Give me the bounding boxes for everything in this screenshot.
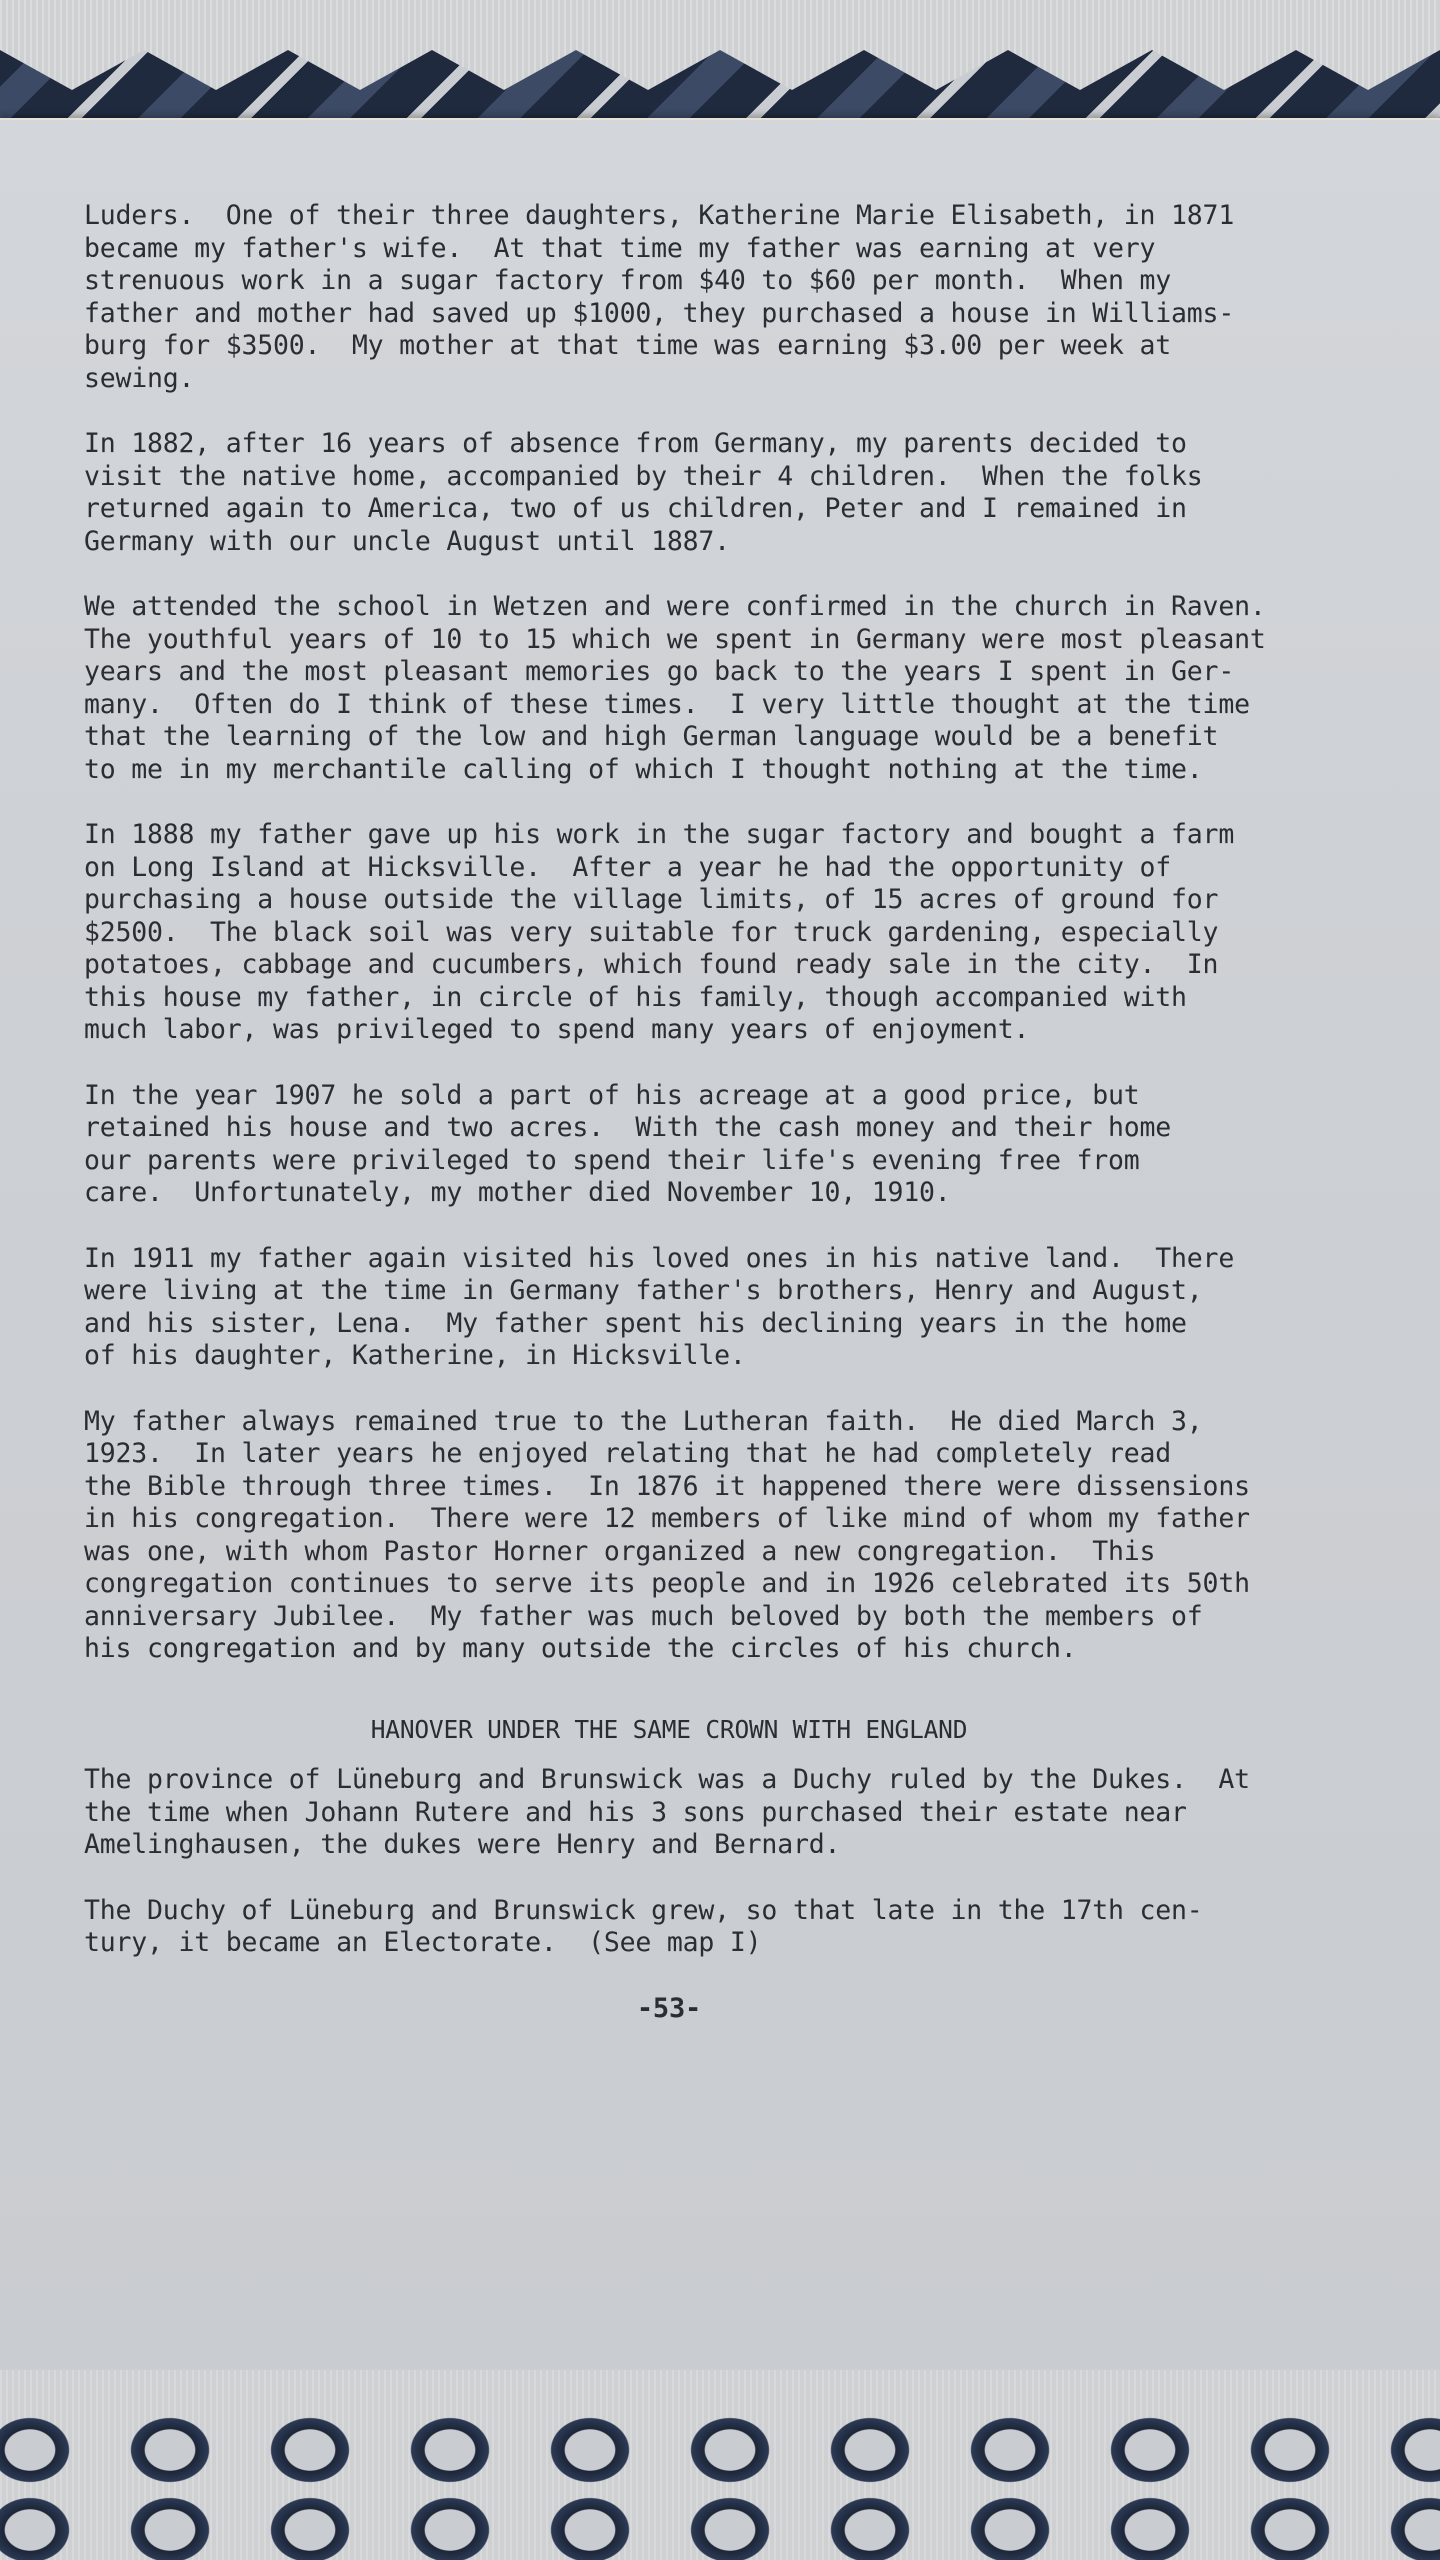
fabric-pattern-bottom	[0, 2390, 1440, 2560]
text-line: In 1911 my father again visited his loved ones in his native land. There	[84, 1242, 1235, 1274]
text-line: sewing.	[84, 362, 195, 394]
paragraph	[84, 1080, 1374, 1210]
text-line: We attended the school in Wetzen and were confirmed in the church in Raven.	[84, 591, 1266, 622]
text-line: this house my father, in circle of his family, though accompanied with	[84, 981, 1187, 1013]
text-line: burg for $3500. My mother at that time was earning $3.00 per week at	[84, 330, 1172, 361]
paragraph	[84, 591, 1374, 786]
paragraph	[84, 200, 1374, 395]
text-line: My father always remained true to the Lutheran faith. He died March 3,	[84, 1405, 1203, 1437]
text-line: $2500. The black soil was very suitable for truck gardening, especially	[84, 916, 1219, 948]
page-number: -53-	[636, 1992, 702, 2024]
text-line: In 1888 my father gave up his work in the sugar factory and bought a farm	[84, 819, 1235, 850]
fabric-pattern-top	[0, 30, 1440, 130]
text-line: anniversary Jubilee. My father was much beloved by both the members of	[84, 1600, 1203, 1632]
paragraph	[84, 819, 1374, 1047]
paragraph	[84, 1764, 1374, 1862]
text-line: father and mother had saved up $1000, they purchased a house in Williams-	[84, 297, 1235, 329]
text-line: strenuous work in a sugar factory from $40 to $60 per month. When my	[84, 265, 1172, 296]
text-line: In 1882, after 16 years of absence from Germany, my parents decided to	[84, 428, 1187, 459]
paragraph	[84, 1406, 1374, 1666]
text-line: purchasing a house outside the village limits, of 15 acres of ground for	[84, 884, 1219, 915]
text-line: to me in my merchantile calling of which I thought nothing at the time.	[84, 753, 1203, 785]
text-line: potatoes, cabbage and cucumbers, which found ready sale in the city. In	[84, 949, 1219, 980]
paragraph	[84, 1895, 1374, 1960]
text-line: in his congregation. There were 12 members of like mind of whom my father	[84, 1503, 1250, 1534]
text-line: Luders. One of their three daughters, Katherine Marie Elisabeth, in 1871	[84, 200, 1235, 231]
paragraph	[84, 1243, 1374, 1373]
text-line: visit the native home, accompanied by their 4 children. When the folks	[84, 460, 1203, 492]
text-line: on Long Island at Hicksville. After a year he had the opportunity of	[84, 851, 1172, 883]
text-line: years and the most pleasant memories go back to the years I spent in Ger-	[84, 656, 1235, 687]
text-line: our parents were privileged to spend their life's evening free from	[84, 1144, 1140, 1176]
paragraph-list	[84, 200, 1374, 1666]
section-paragraph-list	[84, 1764, 1374, 1960]
text-line: many. Often do I think of these times. I very little thought at the time	[84, 688, 1250, 720]
text-line: The Duchy of Lüneburg and Brunswick grew, so that late in the 17th cen-	[84, 1894, 1203, 1926]
text-line: retained his house and two acres. With the cash money and their home	[84, 1112, 1172, 1143]
text-line: that the learning of the low and high German language would be a benefit	[84, 721, 1219, 752]
text-line: became my father's wife. At that time my father was earning at very	[84, 232, 1156, 264]
text-line: of his daughter, Katherine, in Hicksville.	[84, 1340, 746, 1371]
text-line: returned again to America, two of us children, Peter and I remained in	[84, 493, 1187, 524]
text-line: was one, with whom Pastor Horner organized a new congregation. This	[84, 1535, 1156, 1567]
text-line: the time when Johann Rutere and his 3 sons purchased their estate near	[84, 1796, 1187, 1828]
fabric-background-bottom	[0, 2370, 1440, 2560]
text-line: much labor, was privileged to spend many years of enjoyment.	[84, 1014, 1030, 1045]
typed-text-body	[84, 200, 1374, 2025]
text-line: were living at the time in Germany father's brothers, Henry and August,	[84, 1275, 1203, 1306]
text-line: In the year 1907 he sold a part of his acreage at a good price, but	[84, 1079, 1140, 1111]
text-line: tury, it became an Electorate. (See map I)	[84, 1927, 762, 1958]
text-line: Amelinghausen, the dukes were Henry and Bernard.	[84, 1829, 841, 1860]
text-line: congregation continues to serve its people and in 1926 celebrated its 50th	[84, 1568, 1250, 1599]
section-heading: HANOVER UNDER THE SAME CROWN WITH ENGLAND	[370, 1714, 968, 1744]
text-line: 1923. In later years he enjoyed relating that he had completely read	[84, 1438, 1172, 1469]
text-line: care. Unfortunately, my mother died November 10, 1910.	[84, 1177, 951, 1208]
text-line: The province of Lüneburg and Brunswick was a Duchy ruled by the Dukes. At	[84, 1764, 1250, 1795]
text-line: Germany with our uncle August until 1887.	[84, 525, 730, 557]
text-line: the Bible through three times. In 1876 it happened there were dissensions	[84, 1470, 1250, 1502]
text-line: and his sister, Lena. My father spent his declining years in the home	[84, 1307, 1187, 1339]
paragraph	[84, 428, 1374, 558]
text-line: his congregation and by many outside the circles of his church.	[84, 1633, 1077, 1664]
text-line: The youthful years of 10 to 15 which we spent in Germany were most pleasant	[84, 623, 1266, 655]
